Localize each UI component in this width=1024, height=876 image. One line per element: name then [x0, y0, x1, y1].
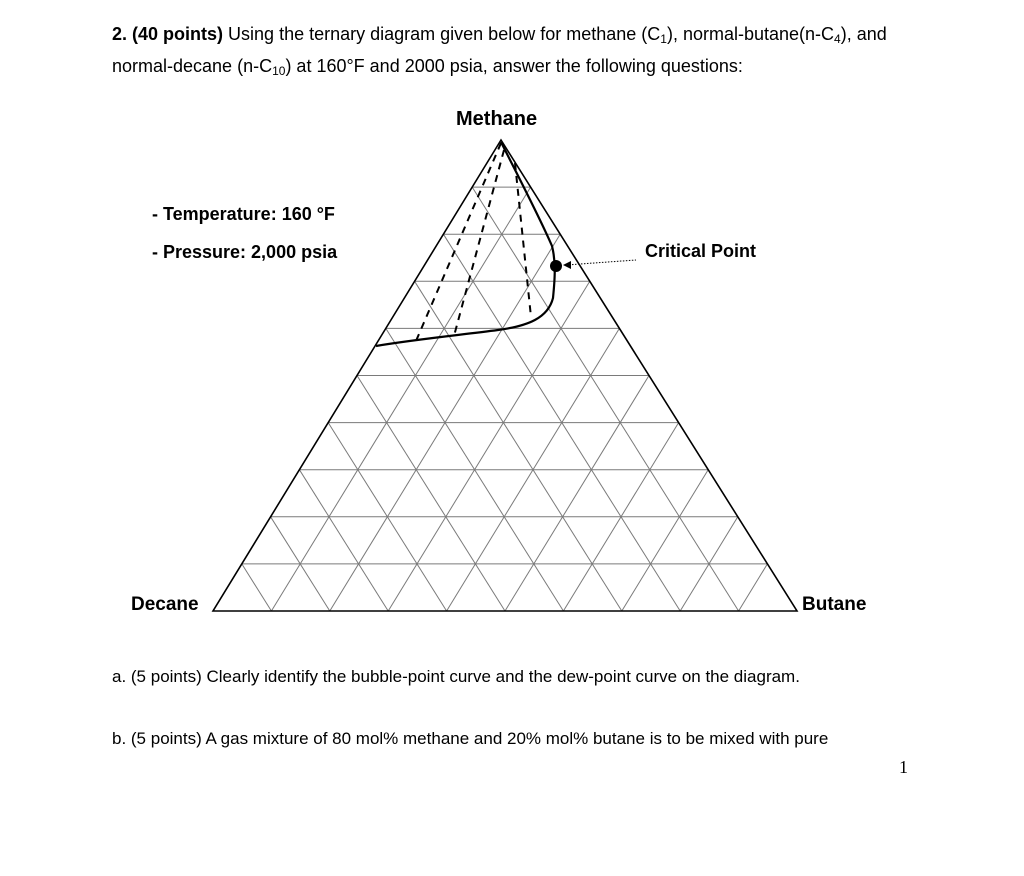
grid-line-decane [242, 564, 272, 611]
grid-line-butane [505, 376, 649, 612]
question-points: (40 points) [132, 24, 224, 44]
tie-line-1 [416, 143, 501, 341]
subscript-c10: 10 [272, 64, 286, 78]
question-intro: Using the ternary diagram given below for methane (C [223, 24, 661, 44]
subscript-c4: 4 [834, 32, 841, 46]
grid-line-decane [415, 281, 622, 611]
critical-point-arrowhead [563, 261, 571, 269]
page-number: 1 [899, 757, 908, 777]
part-a-text: a. (5 points) Clearly identify the bubble-point curve and the dew-point curve on the diagram. [112, 667, 800, 686]
pressure-condition: - Pressure: 2,000 psia [152, 242, 338, 262]
subscript-c1: 1 [660, 32, 667, 46]
vertex-label-butane: Butane [802, 594, 867, 615]
grid-line-butane [739, 564, 768, 611]
apex-label-methane: Methane [456, 108, 538, 130]
grid-line-butane [622, 470, 708, 611]
phase-envelope-curve [376, 142, 555, 346]
critical-point-marker [550, 260, 562, 272]
critical-point-label: Critical Point [645, 241, 757, 261]
grid-line-decane [357, 376, 505, 612]
question-mid2: ), and normal-decane (n-C [112, 24, 887, 76]
temperature-condition: - Temperature: 160 °F [152, 204, 335, 224]
grid-line-decane [299, 470, 388, 611]
part-b-text: b. (5 points) A gas mixture of 80 mol% methane and 20% mol% butane is to be mixed with pure [112, 729, 829, 748]
question-mid1: ), normal-butane(n-C [666, 24, 835, 44]
question-end: ) at 160°F and 2000 psia, answer the following questions: [285, 56, 743, 76]
question-number: 2. [112, 24, 128, 44]
vertex-label-decane: Decane [131, 594, 199, 615]
